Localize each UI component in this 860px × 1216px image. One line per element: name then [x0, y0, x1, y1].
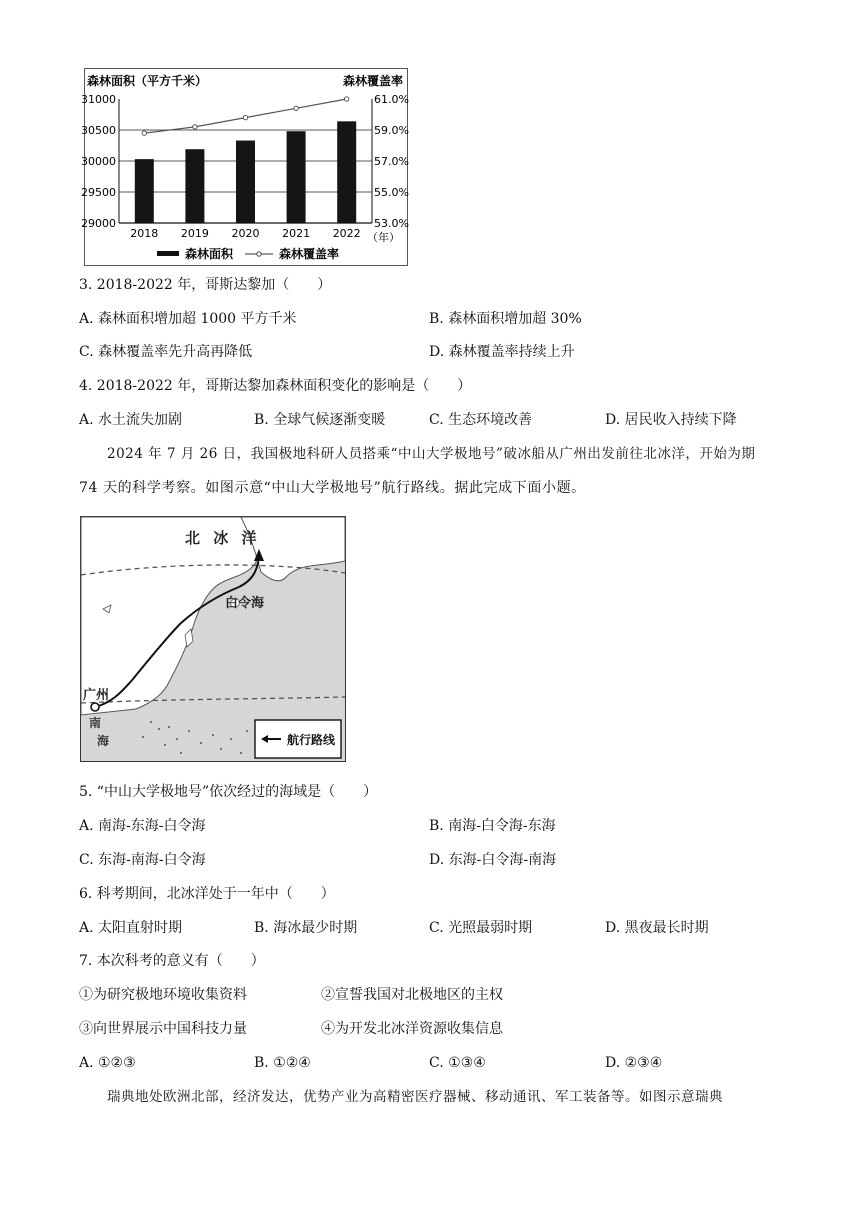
q3-option-b[interactable]: B. 森林面积增加超 30%	[429, 311, 582, 327]
forest-area-bar	[337, 121, 356, 223]
route-map-svg	[81, 517, 345, 761]
q7-statement-3: ③向世界展示中国科技力量	[79, 1021, 247, 1037]
q4-option-a[interactable]: A. 水土流失加剧	[79, 412, 183, 428]
right-tick-label: 57.0%	[374, 155, 409, 168]
guangzhou-label: 广州	[83, 688, 110, 703]
legend-line-marker	[257, 252, 261, 256]
forest-area-bar	[135, 159, 154, 223]
q5-option-b[interactable]: B. 南海-白令海-东海	[429, 818, 556, 834]
arctic-ocean-label: 北 冰 洋	[185, 529, 261, 547]
forest-coverage-point	[345, 97, 349, 101]
q7-statement-1: ①为研究极地环境收集资料	[79, 987, 247, 1003]
south-china-sea-label-2: 海	[97, 734, 110, 748]
x-axis-unit: （年）	[367, 231, 400, 244]
x-tick-label: 2018	[130, 227, 159, 240]
q6-option-a[interactable]: A. 太阳直射时期	[79, 920, 183, 936]
q5-option-d[interactable]: D. 东海-白令海-南海	[429, 852, 557, 868]
right-tick-label: 59.0%	[374, 124, 409, 137]
q7-option-c[interactable]: C. ①③④	[429, 1055, 486, 1071]
q6-stem: 6. 科考期间，北冰洋处于一年中（ ）	[79, 886, 335, 902]
forest-coverage-point	[142, 131, 146, 135]
guangzhou-marker-icon	[91, 703, 99, 711]
left-axis-label: 森林面积（平方千米）	[87, 74, 208, 88]
q7-stem: 7. 本次科考的意义有（ ）	[79, 953, 265, 969]
right-tick-label: 61.0%	[374, 93, 409, 106]
right-tick-label: 55.0%	[374, 186, 409, 199]
forest-coverage-point	[193, 125, 197, 129]
south-china-sea-label-1: 南	[89, 716, 102, 730]
q6-option-c[interactable]: C. 光照最弱时期	[429, 920, 533, 936]
q4-stem: 4. 2018-2022 年，哥斯达黎加森林面积变化的影响是（ ）	[79, 378, 472, 394]
intro-paragraph-line-1: 2024 年 7 月 26 日，我国极地科研人员搭乘“中山大学极地号”破冰船从广州出发前往北冰洋，开始为期	[107, 446, 756, 462]
right-tick-label: 53.0%	[374, 217, 409, 230]
x-tick-label: 2022	[332, 227, 361, 240]
q7-statement-2: ②宣誓我国对北极地区的主权	[321, 987, 503, 1003]
q3-option-c[interactable]: C. 森林覆盖率先升高再降低	[79, 344, 253, 360]
left-tick-label: 29000	[81, 217, 116, 230]
legend-line-label: 森林覆盖率	[279, 247, 340, 261]
q7-option-a[interactable]: A. ①②③	[79, 1055, 136, 1071]
q4-option-b[interactable]: B. 全球气候逐渐变暖	[254, 412, 386, 428]
left-tick-label: 31000	[81, 93, 116, 106]
x-tick-label: 2021	[282, 227, 311, 240]
legend-bar-label: 森林面积	[185, 247, 234, 261]
q6-option-d[interactable]: D. 黑夜最长时期	[605, 920, 709, 936]
bering-sea-label: 白令海	[225, 596, 265, 611]
q7-option-d[interactable]: D. ②③④	[605, 1055, 663, 1071]
forest-area-bar	[287, 131, 306, 223]
q5-option-c[interactable]: C. 东海-南海-白令海	[79, 852, 206, 868]
right-axis-label: 森林覆盖率	[342, 74, 403, 88]
legend-bar-swatch	[157, 251, 179, 256]
forest-coverage-point	[243, 115, 247, 119]
q5-stem: 5. “中山大学极地号”依次经过的海域是（ ）	[79, 784, 378, 800]
forest-area-bar	[236, 141, 255, 223]
q7-statement-4: ④为开发北冰洋资源收集信息	[321, 1021, 503, 1037]
q3-option-d[interactable]: D. 森林覆盖率持续上升	[429, 344, 575, 360]
forest-chart	[81, 68, 409, 266]
q3-option-a[interactable]: A. 森林面积增加超 1000 平方千米	[79, 311, 297, 327]
q4-option-c[interactable]: C. 生态环境改善	[429, 412, 533, 428]
x-tick-label: 2020	[231, 227, 260, 240]
left-tick-label: 30000	[81, 155, 116, 168]
forest-coverage-point	[294, 106, 298, 110]
q4-option-d[interactable]: D. 居民收入持续下降	[605, 412, 737, 428]
forest-area-bar	[185, 149, 204, 223]
left-tick-label: 30500	[81, 124, 116, 137]
q6-option-b[interactable]: B. 海冰最少时期	[254, 920, 358, 936]
left-tick-label: 29500	[81, 186, 116, 199]
sweden-paragraph-line-1: 瑞典地处欧洲北部，经济发达，优势产业为高精密医疗器械、移动通讯、军工装备等。如图示意瑞典	[107, 1089, 723, 1105]
q3-stem: 3. 2018-2022 年，哥斯达黎加（ ）	[79, 277, 332, 293]
q7-option-b[interactable]: B. ①②④	[254, 1055, 311, 1071]
q5-option-a[interactable]: A. 南海-东海-白令海	[79, 818, 206, 834]
route-map	[80, 516, 346, 762]
intro-paragraph-line-2: 74 天的科学考察。如图示意“中山大学极地号”航行路线。据此完成下面小题。	[79, 480, 586, 496]
map-legend-label: 航行路线	[287, 733, 336, 747]
forest-chart-svg	[81, 69, 409, 265]
x-tick-label: 2019	[180, 227, 209, 240]
